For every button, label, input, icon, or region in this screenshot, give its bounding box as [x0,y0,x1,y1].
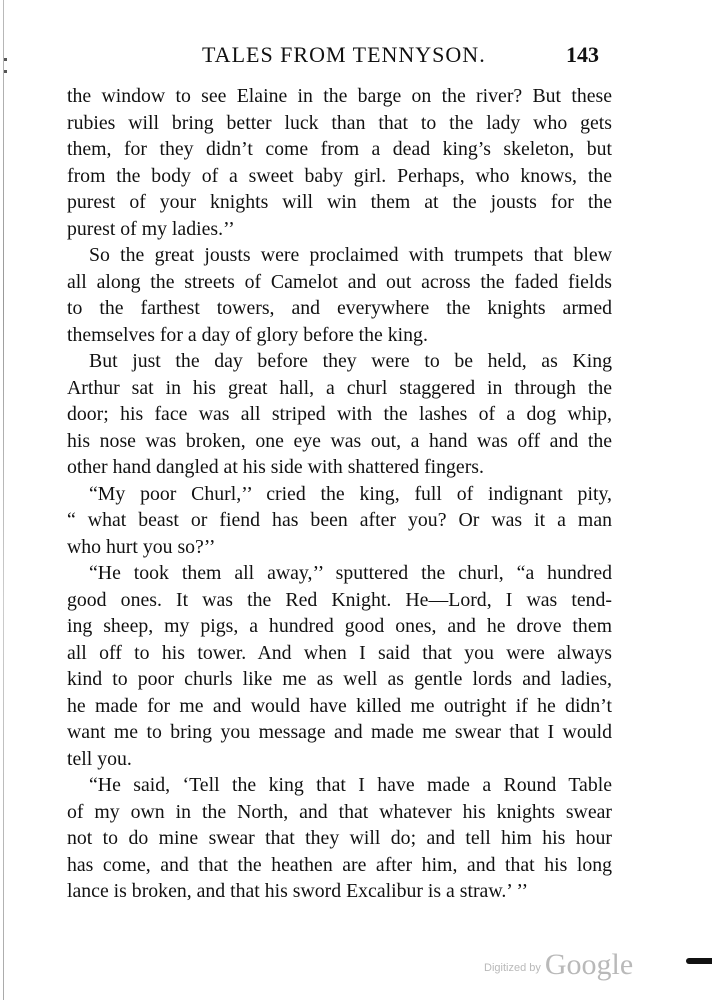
text-line: he made for me and would have killed me outright if he didn’t [67,694,612,717]
text-line: the window to see Elaine in the barge on the river? But these [67,85,612,107]
text-line: purest of your knights will win them at the jousts for the [67,191,612,213]
text-line: kind to poor churls like me as well as gentle lords and ladies, [67,668,612,690]
text-line: door; his face was all striped with the lashes of a dog whip, [67,403,612,425]
text-line: his nose was broken, one eye was out, a hand was off and the [67,429,612,452]
ink-mark [686,958,712,964]
text-line: “He said, ‘Tell the king that I have made a Round Table [89,774,612,796]
running-title: TALES FROM TENNYSON. [202,42,486,67]
text-line: rubies will bring better luck than that to the lady who gets [67,111,612,134]
text-line: purest of my ladies.’’ [67,217,235,240]
text-line: lance is broken, and that his sword Excalibur is a straw.’ ’’ [67,880,529,902]
watermark-prefix: Digitized by [484,962,541,974]
text-line: So the great jousts were proclaimed with trumpets that blew [89,244,612,266]
text-line: ing sheep, my pigs, a hundred good ones, and he drove them [67,615,612,637]
text-line: “He took them all away,’’ sputtered the churl, “a hundred [89,562,612,584]
text-line: tell you. [67,747,132,770]
text-line: from the body of a sweet baby girl. Perhaps, who knows, the [67,164,612,187]
text-line: “My poor Churl,’’ cried the king, full of indignant pity, [89,482,612,505]
text-line: them, for they didn’t come from a dead king’s skeleton, but [67,138,612,160]
page-number: 143 [566,42,599,67]
text-line: to the farthest towers, and everywhere the knights armed [67,297,612,319]
digitized-watermark [484,948,644,982]
text-line: Arthur sat in his great hall, a churl staggered in through the [67,376,612,399]
text-line: all off to his tower. And when I said that you were always [67,641,612,664]
text-line: all along the streets of Camelot and out across the faded fields [67,270,612,293]
text-line: “ what beast or fiend has been after you? Or was it a man [67,509,612,531]
google-logo: Google [544,948,634,981]
text-line: has come, and that the heathen are after him, and that his long [67,853,612,876]
page-edge-line [3,0,4,1000]
text-line: other hand dangled at his side with shattered fingers. [67,456,484,478]
text-line: But just the day before they were to be held, as King [89,350,612,372]
text-line: not to do mine swear that they will do; and tell him his hour [67,827,612,849]
text-line: of my own in the North, and that whatever his knights swear [67,800,612,823]
text-line: themselves for a day of glory before the king. [67,323,428,346]
text-line: good ones. It was the Red Knight. He—Lord, I was tend- [67,588,612,611]
text-line: want me to bring you message and made me swear that I would [67,721,612,743]
running-header [0,40,726,70]
text-line: who hurt you so?’’ [67,535,216,558]
body-text [67,83,612,905]
edge-speck [4,70,7,73]
